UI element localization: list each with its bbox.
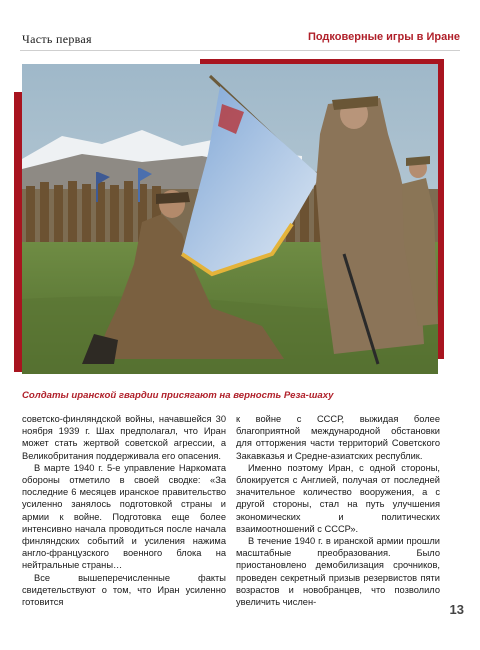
photo-oath-ceremony <box>22 64 438 374</box>
paragraph: Именно поэтому Иран, с одной стороны, блокируется с Англией, получая от последней значительное количество вооружения, а с другой стороны, стал на путь улучшения экономических и политических взаимоотношений с СССР». <box>236 462 440 534</box>
page-number: 13 <box>449 602 464 617</box>
header-divider <box>20 50 460 51</box>
paragraph: В течение 1940 г. в иранской армии прошли масштабные преобразования. Было приостановлено демобилизация срочников, проведен секретный призыв резервистов пяти возрастов и новобранцев, что позволило увеличить числен- <box>236 536 440 608</box>
running-header-chapter: Подковерные игры в Иране <box>307 31 460 43</box>
text-column-left <box>22 413 226 608</box>
paragraph: советско-финляндской войны, начавшейся 30 ноября 1939 г. Шах предполагал, что Иран может стать жертвой советской агрессии, а Великобритания поддерживала его опасения. <box>22 414 226 461</box>
running-header-section: Часть первая <box>22 32 92 46</box>
photo-caption: Солдаты иранской гвардии присягают на верность Реза-шаху <box>22 390 334 401</box>
paragraph: к войне с СССР, выжидая более благоприятной международной обстановки для отторжения части территорий Советского Закавказья и Средне-азиатских республик. <box>236 414 440 461</box>
paragraph: Все вышеперечисленные факты свидетельствуют о том, что Иран усиленно готовится <box>22 572 226 608</box>
text-column-right <box>236 413 440 608</box>
paragraph: В марте 1940 г. 5-е управление Наркомата обороны отметило в своей сводке: «За последние 6 месяцев иранское правительство усиленно занялось подготовкой страны и армии к войне. Подготовка еще более интенсивно начала проводиться после начала финляндских событий и усиления нажима англо-французского военного блока на нейтральные страны… <box>22 462 226 571</box>
